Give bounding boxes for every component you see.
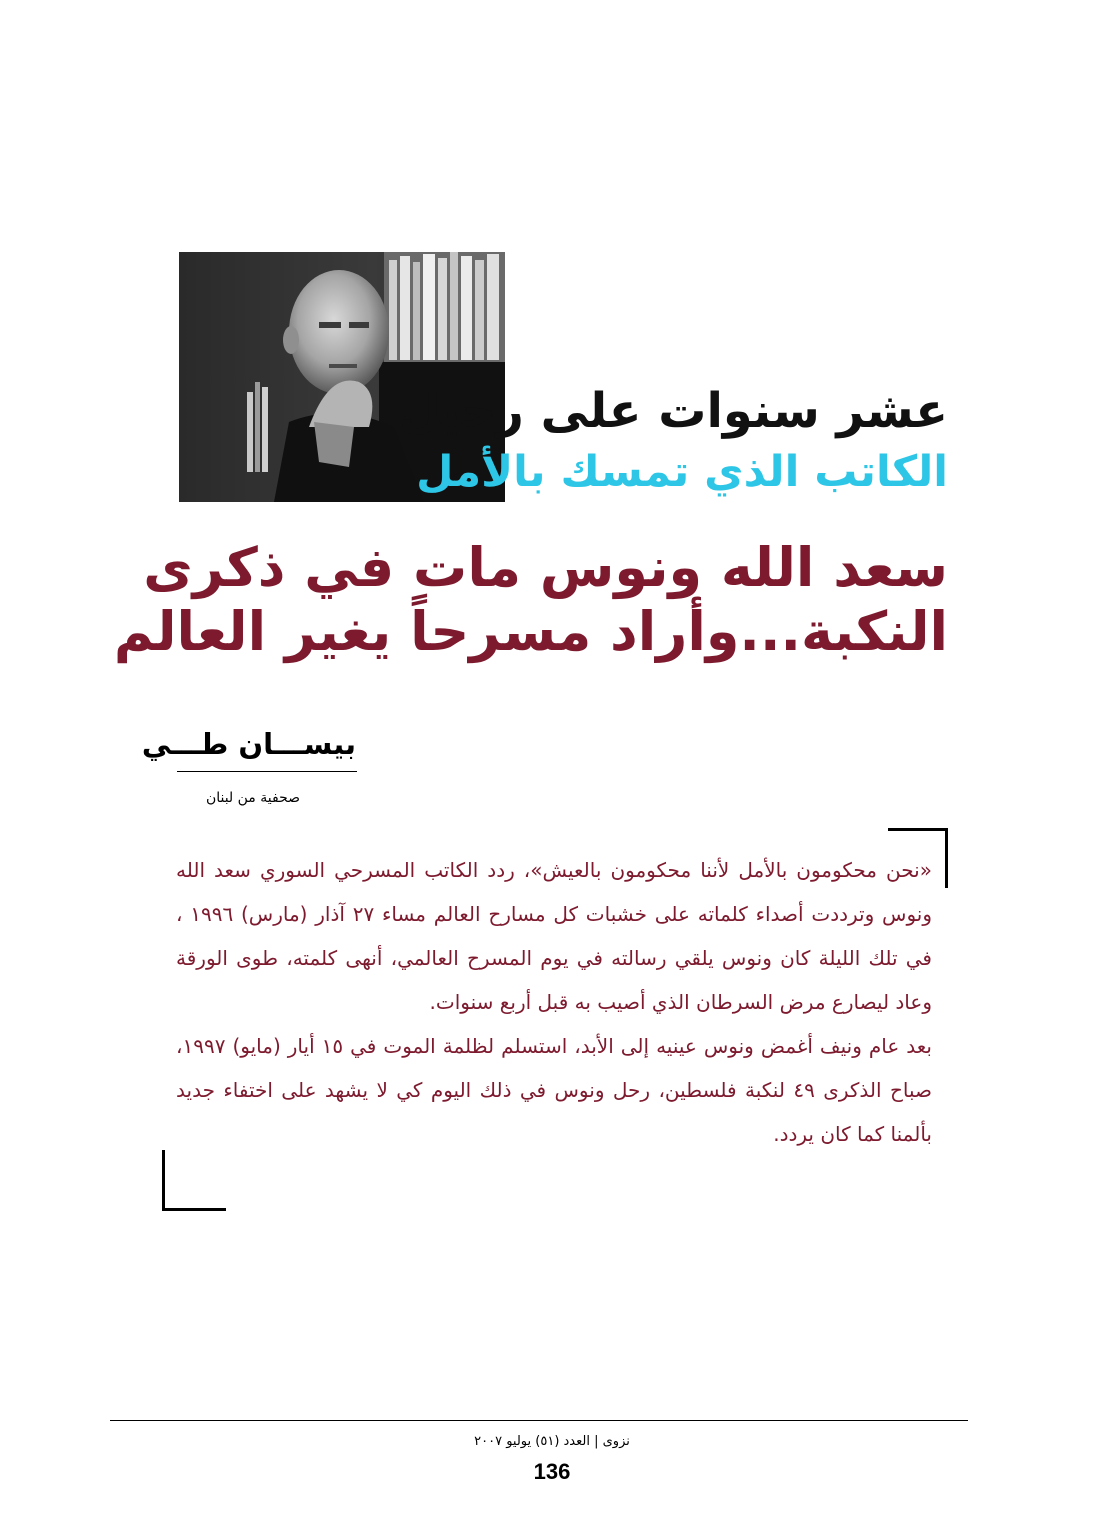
footer-issue-info: نزوى | العدد (٥١) يوليو ٢٠٠٧ <box>474 1434 630 1449</box>
author-name: بيســـان طـــي <box>141 727 356 761</box>
author-divider <box>177 771 357 772</box>
headline-line-2: النكبة...وأراد مسرحاً يغير العالم <box>113 600 948 663</box>
article-kicker: عشر سنوات على رحيل <box>399 383 948 439</box>
quote-bracket-bottom-left-vertical <box>162 1150 165 1210</box>
body-paragraph-2: بعد عام ونيف أغمض ونوس عينيه إلى الأبد، استسلم لظلمة الموت في ١٥ أيار (مايو) ١٩٩٧، صباح الذكرى ٤٩ لنكبة فلسطين، رحل ونوس في ذلك اليوم كي لا يشهد على اختفاء جديد بألمنا كما كان يردد. <box>176 1034 932 1146</box>
page-number: 136 <box>533 1459 571 1484</box>
footer-divider <box>110 1420 968 1421</box>
headline-line-1: سعد الله ونوس مات في ذكرى <box>143 536 948 599</box>
author-bio: صحفية من لبنان <box>205 790 300 806</box>
article-headline <box>113 536 948 664</box>
article-subtitle: الكاتب الذي تمسك بالأمل <box>416 447 948 497</box>
quote-bracket-top-right <box>888 828 948 831</box>
body-paragraph-1: «نحن محكومون بالأمل لأننا محكومون بالعيش»، ردد الكاتب المسرحي السوري سعد الله ونوس وترددت أصداء كلماته على خشبات كل مسارح العالم مساء ٢٧ آذار (مارس) ١٩٩٦ ، في تلك الليلة كان ونوس يلقي رسالته في يوم المسرح العالمي، أنهى كلمته، طوى الورقة وعاد ليصارع مرض السرطان الذي أصيب به قبل أربع سنوات. <box>176 858 933 1014</box>
quote-bracket-bottom-left <box>162 1208 226 1211</box>
article-body <box>176 848 932 1156</box>
quote-bracket-top-right-vertical <box>945 828 948 888</box>
